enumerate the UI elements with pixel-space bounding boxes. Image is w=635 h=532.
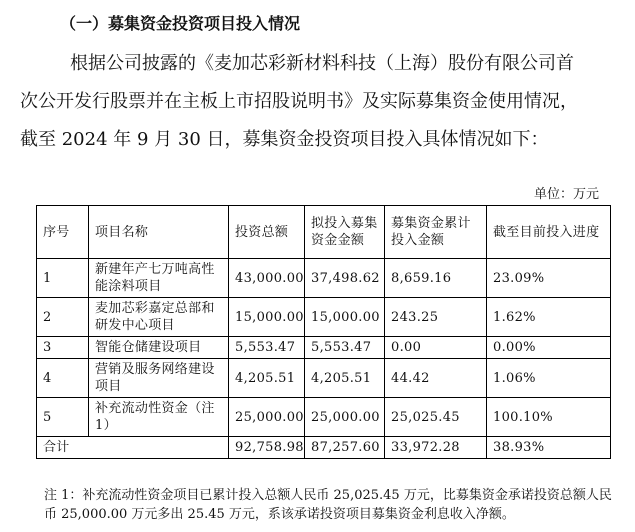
total-cumulative-input: 33,972.28: [385, 437, 487, 459]
row-cumulative-input: 8,659.16: [385, 259, 487, 298]
footnote: 注 1：补充流动性资金项目已累计投入总额人民币 25,025.45 万元，比募集资金承诺投资总额人民币 25,000.00 万元多出 25.45 万元，系该承诺投资项目募集资金利息收入净额。: [44, 488, 612, 522]
total-label: 合计: [37, 437, 229, 459]
header-cumulative-input: 募集资金累计投入金额: [385, 206, 487, 259]
row-index: 2: [37, 298, 89, 337]
row-project-name: 补充流动性资金（注1）: [89, 398, 229, 437]
section-title: （一）募集资金投资项目投入情况: [60, 14, 301, 33]
row-project-name: 新建年产七万吨高性能涂料项目: [89, 259, 229, 298]
row-planned-funds: 25,000.00: [305, 398, 385, 437]
header-planned-funds: 拟投入募集资金金额: [305, 206, 385, 259]
row-project-name: 麦加芯彩嘉定总部和研发中心项目: [89, 298, 229, 337]
row-progress: 100.10%: [487, 398, 611, 437]
total-investment: 92,758.98: [229, 437, 305, 459]
row-planned-funds: 37,498.62: [305, 259, 385, 298]
row-cumulative-input: 25,025.45: [385, 398, 487, 437]
unit-label: 单位：万元: [533, 187, 599, 202]
row-progress: 0.00%: [487, 337, 611, 359]
row-total-investment: 15,000.00: [229, 298, 305, 337]
row-total-investment: 43,000.00: [229, 259, 305, 298]
intro-line-1: 根据公司披露的《麦加芯彩新材料科技（上海）股份有限公司首: [70, 53, 574, 74]
investment-table: [36, 205, 611, 459]
header-progress: 截至目前投入进度: [487, 206, 611, 259]
row-planned-funds: 15,000.00: [305, 298, 385, 337]
table-row: [37, 359, 611, 398]
header-project-name: 项目名称: [89, 206, 229, 259]
intro-paragraph: [20, 45, 630, 159]
table-total-row: [37, 437, 611, 459]
row-progress: 1.62%: [487, 298, 611, 337]
row-index: 5: [37, 398, 89, 437]
total-progress: 38.93%: [487, 437, 611, 459]
table-row: [37, 298, 611, 337]
row-cumulative-input: 44.42: [385, 359, 487, 398]
table-row: [37, 398, 611, 437]
row-progress: 1.06%: [487, 359, 611, 398]
row-index: 1: [37, 259, 89, 298]
header-total-investment: 投资总额: [229, 206, 305, 259]
row-total-investment: 25,000.00: [229, 398, 305, 437]
row-planned-funds: 4,205.51: [305, 359, 385, 398]
row-index: 4: [37, 359, 89, 398]
row-project-name: 营销及服务网络建设项目: [89, 359, 229, 398]
row-cumulative-input: 243.25: [385, 298, 487, 337]
intro-line-2: 次公开发行股票并在主板上市招股说明书》及实际募集资金使用情况，: [20, 91, 578, 112]
table-row: [37, 259, 611, 298]
row-total-investment: 4,205.51: [229, 359, 305, 398]
intro-line-3: 截至 2024 年 9 月 30 日，募集资金投资项目投入具体情况如下：: [20, 129, 549, 150]
row-progress: 23.09%: [487, 259, 611, 298]
row-total-investment: 5,553.47: [229, 337, 305, 359]
row-cumulative-input: 0.00: [385, 337, 487, 359]
table-header-row: [37, 206, 611, 259]
row-index: 3: [37, 337, 89, 359]
row-planned-funds: 5,553.47: [305, 337, 385, 359]
header-index: 序号: [37, 206, 89, 259]
total-planned-funds: 87,257.60: [305, 437, 385, 459]
table-row: [37, 337, 611, 359]
row-project-name: 智能仓储建设项目: [89, 337, 229, 359]
